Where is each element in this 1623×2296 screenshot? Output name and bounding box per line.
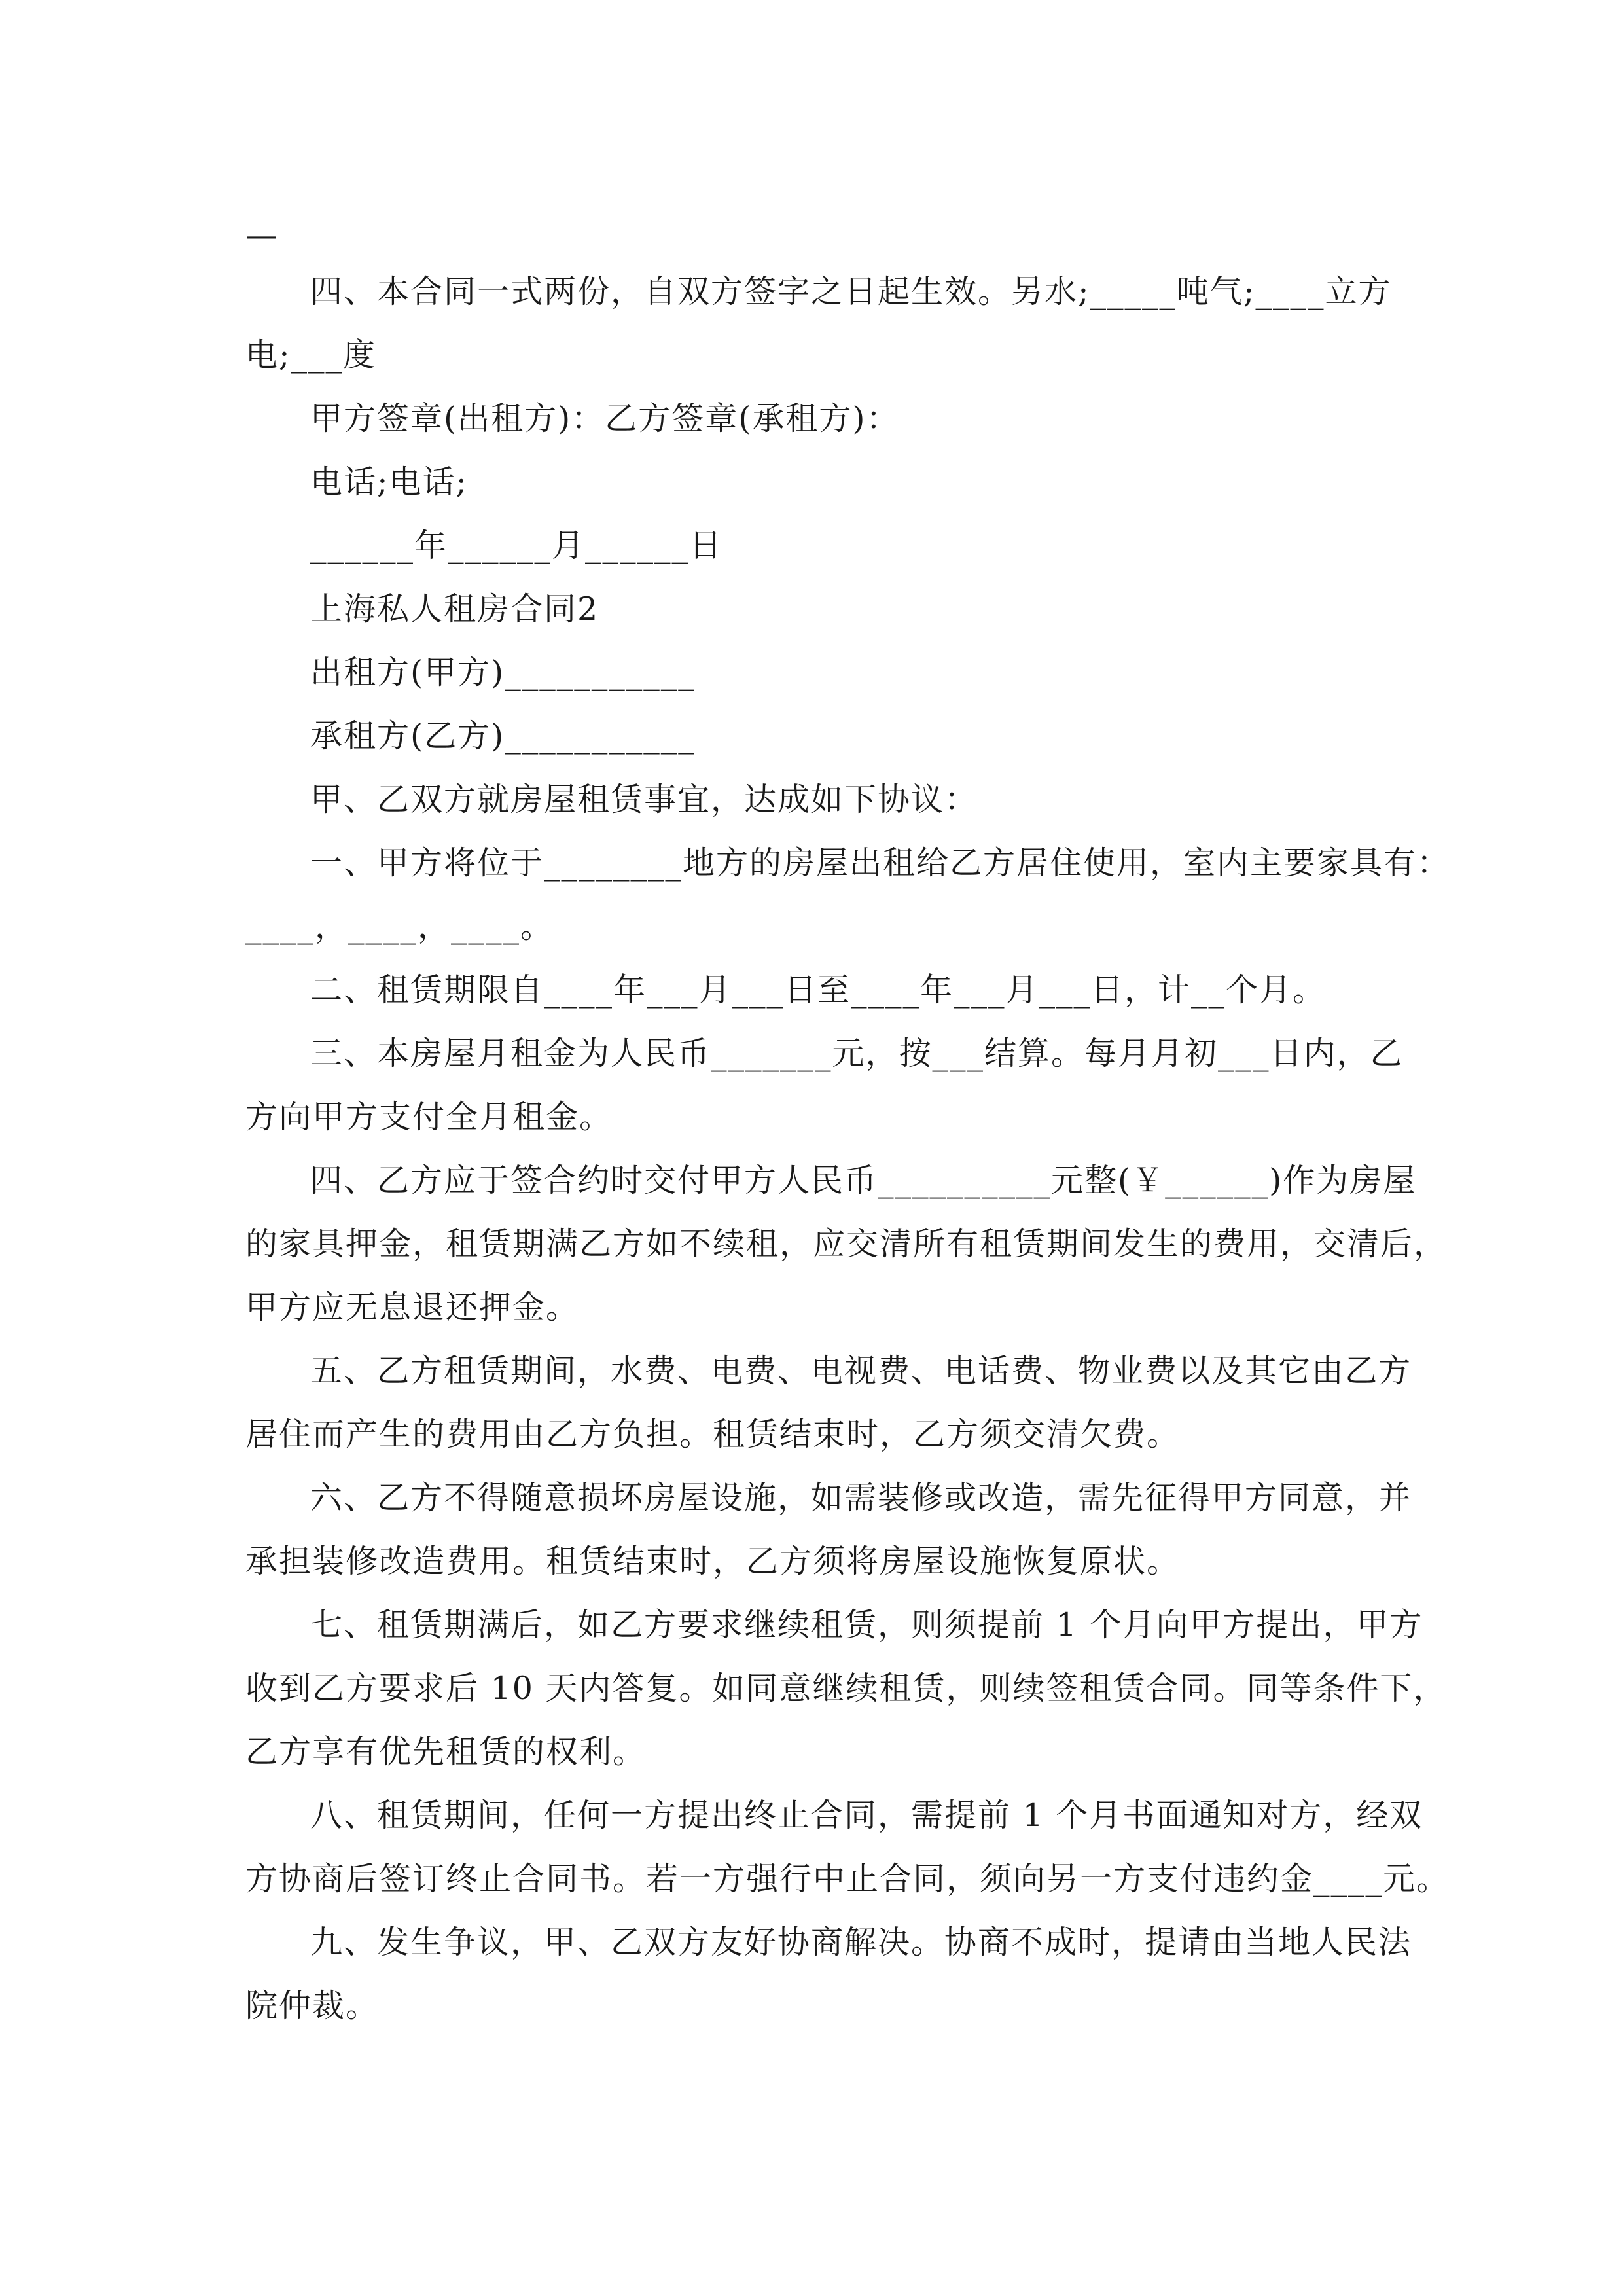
signature-line: 甲方签章(出租方)：乙方签章(承租方)： (310, 400, 900, 437)
clause-8-line-2: 方协商后签订终止合同书。若一方强行中止合同，须向另一方支付违约金____元。 (245, 1860, 1450, 1897)
clause-7-line-1: 七、租赁期满后，如乙方要求继续租赁，则须提前 1 个月向甲方提出，甲方 (310, 1606, 1423, 1643)
clause-4-line-2: 的家具押金，租赁期满乙方如不续租，应交清所有租赁期间发生的费用，交清后， (245, 1225, 1448, 1263)
clause-5-line-2: 居住而产生的费用由乙方负担。租赁结束时，乙方须交清欠费。 (245, 1416, 1181, 1453)
clause-7-line-3: 乙方享有优先租赁的权利。 (245, 1733, 647, 1770)
clause-2: 二、租赁期限自____年___月___日至____年___月___日，计__个月。 (310, 971, 1327, 1009)
clause-8-line-1: 八、租赁期间，任何一方提出终止合同，需提前 1 个月书面通知对方，经双 (310, 1797, 1423, 1834)
clause-3-line-2: 方向甲方支付全月租金。 (245, 1098, 613, 1136)
dash-mark: — (245, 217, 279, 254)
clause-4-prev-line-1: 四、本合同一式两份，自双方签字之日起生效。另水;_____吨气;____立方 (310, 273, 1392, 310)
clause-4-line-3: 甲方应无息退还押金。 (245, 1289, 580, 1326)
lessor-line: 出租方(甲方)___________ (310, 654, 696, 691)
clause-6-line-1: 六、乙方不得随意损坏房屋设施，如需装修或改造，需先征得甲方同意，并 (310, 1479, 1412, 1516)
clause-4-line-1: 四、乙方应于签合约时交付甲方人民币__________元整(￥______)作为房屋 (310, 1162, 1417, 1199)
clause-3-line-1: 三、本房屋月租金为人民币_______元，按___结算。每月月初___日内，乙 (310, 1035, 1404, 1072)
clause-5-line-1: 五、乙方租赁期间，水费、电费、电视费、电话费、物业费以及其它由乙方 (310, 1352, 1412, 1390)
clause-9-line-2: 院仲裁。 (245, 1987, 380, 2024)
clause-7-line-2: 收到乙方要求后 10 天内答复。如同意继续租赁，则续签租赁合同。同等条件下， (245, 1670, 1447, 1707)
date-line: ______年______月______日 (310, 527, 723, 564)
lessee-line: 承租方(乙方)___________ (310, 717, 696, 755)
clause-9-line-1: 九、发生争议，甲、乙双方友好协商解决。协商不成时，提请由当地人民法 (310, 1924, 1412, 1961)
clause-4-prev-line-2: 电;___度 (245, 336, 377, 374)
intro-line: 甲、乙双方就房屋租赁事宜，达成如下协议： (310, 781, 978, 818)
clause-1-line-1: 一、甲方将位于________地方的房屋出租给乙方居住使用，室内主要家具有： (310, 844, 1451, 882)
phone-line: 电话;电话; (310, 463, 469, 501)
clause-1-line-2: ____，____，____。 (245, 908, 554, 945)
contract-title: 上海私人租房合同2 (310, 590, 599, 628)
clause-6-line-2: 承担装修改造费用。租赁结束时，乙方须将房屋设施恢复原状。 (245, 1543, 1181, 1580)
